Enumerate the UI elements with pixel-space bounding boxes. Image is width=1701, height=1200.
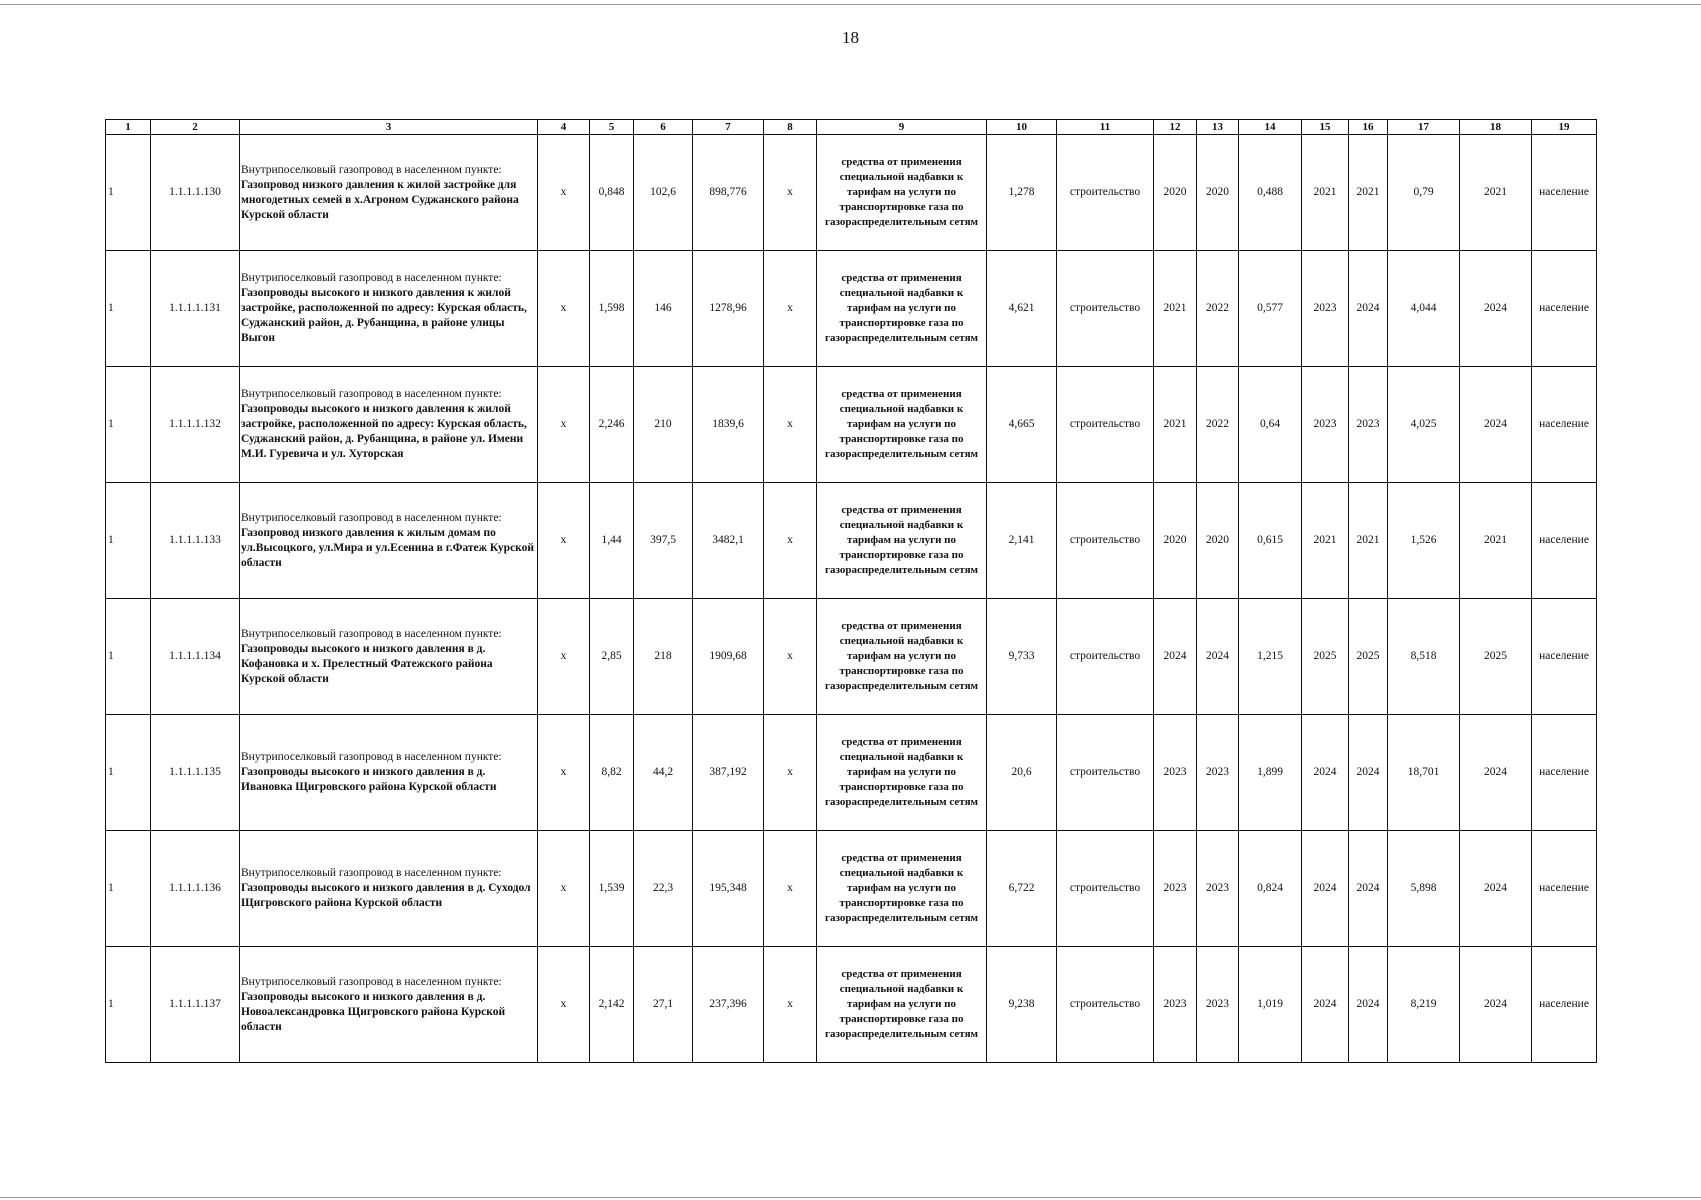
object-description-cell [240, 135, 538, 251]
col16-cell: 2024 [1349, 715, 1388, 831]
col8-cell: x [764, 483, 817, 599]
bottom-scan-edge [0, 1197, 1701, 1198]
funding-source-cell: средства от применения специальной надбавки к тарифам на услуги по транспортировке газа по газораспределительным сетям [817, 135, 987, 251]
col17-cell: 4,025 [1388, 367, 1460, 483]
col4-cell: x [538, 367, 590, 483]
col14-cell: 0,824 [1239, 831, 1302, 947]
object-description-cell [240, 483, 538, 599]
col4-cell: x [538, 251, 590, 367]
column-header-7: 7 [693, 120, 764, 135]
table-row [106, 483, 1597, 599]
column-header-14: 14 [1239, 120, 1302, 135]
object-description-body: Газопроводы высокого и низкого давления в д. Суходол Щигровского района Курской области [241, 882, 531, 909]
length-km-cell: 1,539 [590, 831, 634, 947]
funding-source-cell: средства от применения специальной надбавки к тарифам на услуги по транспортировке газа по газораспределительным сетям [817, 831, 987, 947]
table-row [106, 831, 1597, 947]
consumer-category-cell: население [1532, 947, 1597, 1063]
consumer-category-cell: население [1532, 251, 1597, 367]
col7-cell: 3482,1 [693, 483, 764, 599]
column-header-16: 16 [1349, 120, 1388, 135]
column-header-8: 8 [764, 120, 817, 135]
column-header-6: 6 [634, 120, 693, 135]
col10-cell: 2,141 [987, 483, 1057, 599]
object-description-cell [240, 947, 538, 1063]
object-description-head: Внутрипоселковый газопровод в населенном пункте: [241, 511, 502, 524]
col8-cell: x [764, 947, 817, 1063]
work-type-cell: строительство [1057, 251, 1154, 367]
completion-year-cell: 2021 [1460, 135, 1532, 251]
col6-cell: 218 [634, 599, 693, 715]
start-year-cell: 2020 [1154, 135, 1197, 251]
row-index-cell: 1 [106, 715, 151, 831]
table-body [106, 135, 1597, 1063]
col7-cell: 387,192 [693, 715, 764, 831]
col6-cell: 146 [634, 251, 693, 367]
column-header-5: 5 [590, 120, 634, 135]
col17-cell: 1,526 [1388, 483, 1460, 599]
column-header-11: 11 [1057, 120, 1154, 135]
column-header-9: 9 [817, 120, 987, 135]
row-index-cell: 1 [106, 831, 151, 947]
object-description-cell [240, 599, 538, 715]
object-code-cell: 1.1.1.1.130 [151, 135, 240, 251]
object-description-body: Газопроводы высокого и низкого давления к жилой застройке, расположенной по адресу: Курская область, Суджанский район, д. Рубанщина, в районе ул. Имени М.И. Гуревича и ул. Хуторская [241, 403, 527, 460]
object-description-head: Внутрипоселковый газопровод в населенном пункте: [241, 975, 502, 988]
end-year-cell: 2023 [1197, 715, 1239, 831]
funding-source-cell: средства от применения специальной надбавки к тарифам на услуги по транспортировке газа по газораспределительным сетям [817, 483, 987, 599]
col17-cell: 8,518 [1388, 599, 1460, 715]
col4-cell: x [538, 947, 590, 1063]
col15-cell: 2021 [1302, 483, 1349, 599]
funding-source-cell: средства от применения специальной надбавки к тарифам на услуги по транспортировке газа по газораспределительным сетям [817, 367, 987, 483]
document-table-wrap [105, 119, 1597, 1063]
col8-cell: x [764, 367, 817, 483]
column-header-4: 4 [538, 120, 590, 135]
top-scan-edge [0, 4, 1701, 5]
object-code-cell: 1.1.1.1.131 [151, 251, 240, 367]
start-year-cell: 2021 [1154, 251, 1197, 367]
col17-cell: 8,219 [1388, 947, 1460, 1063]
length-km-cell: 2,246 [590, 367, 634, 483]
col16-cell: 2021 [1349, 135, 1388, 251]
consumer-category-cell: население [1532, 715, 1597, 831]
object-description-cell [240, 831, 538, 947]
col8-cell: x [764, 599, 817, 715]
col17-cell: 4,044 [1388, 251, 1460, 367]
end-year-cell: 2023 [1197, 947, 1239, 1063]
col10-cell: 9,238 [987, 947, 1057, 1063]
page-number: 18 [842, 28, 859, 47]
object-code-cell: 1.1.1.1.134 [151, 599, 240, 715]
object-description-cell [240, 715, 538, 831]
col7-cell: 195,348 [693, 831, 764, 947]
object-description-body: Газопровод низкого давления к жилым домам по ул.Высоцкого, ул.Мира и ул.Есенина в г.Фатеж Курской области [241, 526, 535, 569]
object-description-body: Газопроводы высокого и низкого давления в д. Новоалександровка Щигровского района Курской области [241, 990, 506, 1033]
consumer-category-cell: население [1532, 831, 1597, 947]
col6-cell: 22,3 [634, 831, 693, 947]
col4-cell: x [538, 715, 590, 831]
column-header-3: 3 [240, 120, 538, 135]
row-index-cell: 1 [106, 947, 151, 1063]
object-description-head: Внутрипоселковый газопровод в населенном пункте: [241, 272, 502, 284]
row-index-cell: 1 [106, 599, 151, 715]
column-header-19: 19 [1532, 120, 1597, 135]
col4-cell: x [538, 483, 590, 599]
work-type-cell: строительство [1057, 483, 1154, 599]
col6-cell: 210 [634, 367, 693, 483]
col14-cell: 1,019 [1239, 947, 1302, 1063]
object-description-body: Газопроводы высокого и низкого давления к жилой застройке, расположенной по адресу: Курская область, Суджанский район, д. Рубанщина, в районе улицы Выгон [241, 287, 527, 344]
row-index-cell: 1 [106, 483, 151, 599]
start-year-cell: 2021 [1154, 367, 1197, 483]
consumer-category-cell: население [1532, 367, 1597, 483]
completion-year-cell: 2025 [1460, 599, 1532, 715]
row-index-cell: 1 [106, 135, 151, 251]
column-header-17: 17 [1388, 120, 1460, 135]
funding-source-cell: средства от применения специальной надбавки к тарифам на услуги по транспортировке газа по газораспределительным сетям [817, 251, 987, 367]
col6-cell: 102,6 [634, 135, 693, 251]
object-code-cell: 1.1.1.1.137 [151, 947, 240, 1063]
object-description-head: Внутрипоселковый газопровод в населенном пункте: [241, 867, 502, 879]
col10-cell: 6,722 [987, 831, 1057, 947]
funding-source-cell: средства от применения специальной надбавки к тарифам на услуги по транспортировке газа по газораспределительным сетям [817, 715, 987, 831]
column-header-18: 18 [1460, 120, 1532, 135]
column-header-2: 2 [151, 120, 240, 135]
work-type-cell: строительство [1057, 715, 1154, 831]
object-description-body: Газопровод низкого давления к жилой застройке для многодетных семей в х.Агроном Суджанского района Курской области [241, 178, 519, 221]
col4-cell: x [538, 831, 590, 947]
col16-cell: 2023 [1349, 367, 1388, 483]
col15-cell: 2024 [1302, 831, 1349, 947]
table-row [106, 715, 1597, 831]
col10-cell: 9,733 [987, 599, 1057, 715]
col8-cell: x [764, 715, 817, 831]
col14-cell: 0,615 [1239, 483, 1302, 599]
col15-cell: 2024 [1302, 715, 1349, 831]
row-index-cell: 1 [106, 251, 151, 367]
object-code-cell: 1.1.1.1.133 [151, 483, 240, 599]
table-row [106, 947, 1597, 1063]
col14-cell: 0,577 [1239, 251, 1302, 367]
length-km-cell: 2,85 [590, 599, 634, 715]
object-code-cell: 1.1.1.1.135 [151, 715, 240, 831]
col8-cell: x [764, 831, 817, 947]
object-description-cell [240, 251, 538, 367]
consumer-category-cell: население [1532, 483, 1597, 599]
col16-cell: 2025 [1349, 599, 1388, 715]
work-type-cell: строительство [1057, 135, 1154, 251]
col16-cell: 2024 [1349, 947, 1388, 1063]
table-row [106, 367, 1597, 483]
col15-cell: 2021 [1302, 135, 1349, 251]
funding-source-cell: средства от применения специальной надбавки к тарифам на услуги по транспортировке газа по газораспределительным сетям [817, 599, 987, 715]
start-year-cell: 2023 [1154, 715, 1197, 831]
end-year-cell: 2020 [1197, 135, 1239, 251]
col10-cell: 4,621 [987, 251, 1057, 367]
col7-cell: 1278,96 [693, 251, 764, 367]
completion-year-cell: 2024 [1460, 367, 1532, 483]
length-km-cell: 8,82 [590, 715, 634, 831]
funding-source-cell: средства от применения специальной надбавки к тарифам на услуги по транспортировке газа по газораспределительным сетям [817, 947, 987, 1063]
col10-cell: 1,278 [987, 135, 1057, 251]
col15-cell: 2023 [1302, 251, 1349, 367]
column-number-row [106, 120, 1597, 135]
object-description-head: Внутрипоселковый газопровод в населенном пункте: [241, 388, 502, 400]
end-year-cell: 2022 [1197, 251, 1239, 367]
col7-cell: 1909,68 [693, 599, 764, 715]
col8-cell: x [764, 135, 817, 251]
row-index-cell: 1 [106, 367, 151, 483]
col16-cell: 2024 [1349, 251, 1388, 367]
end-year-cell: 2020 [1197, 483, 1239, 599]
work-type-cell: строительство [1057, 831, 1154, 947]
completion-year-cell: 2024 [1460, 715, 1532, 831]
start-year-cell: 2024 [1154, 599, 1197, 715]
col17-cell: 5,898 [1388, 831, 1460, 947]
length-km-cell: 2,142 [590, 947, 634, 1063]
completion-year-cell: 2024 [1460, 947, 1532, 1063]
col6-cell: 44,2 [634, 715, 693, 831]
col10-cell: 20,6 [987, 715, 1057, 831]
length-km-cell: 1,598 [590, 251, 634, 367]
object-description-body: Газопроводы высокого и низкого давления в д. Ивановка Щигровского района Курской области [241, 766, 497, 793]
col17-cell: 18,701 [1388, 715, 1460, 831]
consumer-category-cell: население [1532, 135, 1597, 251]
end-year-cell: 2022 [1197, 367, 1239, 483]
col7-cell: 898,776 [693, 135, 764, 251]
completion-year-cell: 2024 [1460, 831, 1532, 947]
col15-cell: 2024 [1302, 947, 1349, 1063]
table-row [106, 251, 1597, 367]
column-header-10: 10 [987, 120, 1057, 135]
col14-cell: 0,64 [1239, 367, 1302, 483]
col6-cell: 397,5 [634, 483, 693, 599]
column-header-13: 13 [1197, 120, 1239, 135]
consumer-category-cell: население [1532, 599, 1597, 715]
col14-cell: 1,215 [1239, 599, 1302, 715]
object-code-cell: 1.1.1.1.132 [151, 367, 240, 483]
col17-cell: 0,79 [1388, 135, 1460, 251]
col15-cell: 2023 [1302, 367, 1349, 483]
table-row [106, 599, 1597, 715]
object-description-head: Внутрипоселковый газопровод в населенном пункте: [241, 163, 502, 176]
col4-cell: x [538, 599, 590, 715]
col10-cell: 4,665 [987, 367, 1057, 483]
object-description-body: Газопроводы высокого и низкого давления в д. Кофановка и х. Прелестный Фатежского района Курской области [241, 642, 493, 685]
table-row [106, 135, 1597, 251]
object-description-head: Внутрипоселковый газопровод в населенном пункте: [241, 751, 502, 763]
col6-cell: 27,1 [634, 947, 693, 1063]
column-header-1: 1 [106, 120, 151, 135]
length-km-cell: 1,44 [590, 483, 634, 599]
column-header-15: 15 [1302, 120, 1349, 135]
col16-cell: 2024 [1349, 831, 1388, 947]
col16-cell: 2021 [1349, 483, 1388, 599]
completion-year-cell: 2021 [1460, 483, 1532, 599]
col14-cell: 0,488 [1239, 135, 1302, 251]
end-year-cell: 2023 [1197, 831, 1239, 947]
object-code-cell: 1.1.1.1.136 [151, 831, 240, 947]
completion-year-cell: 2024 [1460, 251, 1532, 367]
work-type-cell: строительство [1057, 367, 1154, 483]
length-km-cell: 0,848 [590, 135, 634, 251]
end-year-cell: 2024 [1197, 599, 1239, 715]
col4-cell: x [538, 135, 590, 251]
col7-cell: 1839,6 [693, 367, 764, 483]
col15-cell: 2025 [1302, 599, 1349, 715]
col14-cell: 1,899 [1239, 715, 1302, 831]
work-type-cell: строительство [1057, 947, 1154, 1063]
object-description-cell [240, 367, 538, 483]
work-type-cell: строительство [1057, 599, 1154, 715]
gas-pipeline-table [105, 119, 1597, 1063]
start-year-cell: 2023 [1154, 831, 1197, 947]
object-description-head: Внутрипоселковый газопровод в населенном пункте: [241, 627, 502, 640]
col7-cell: 237,396 [693, 947, 764, 1063]
col8-cell: x [764, 251, 817, 367]
column-header-12: 12 [1154, 120, 1197, 135]
start-year-cell: 2020 [1154, 483, 1197, 599]
start-year-cell: 2023 [1154, 947, 1197, 1063]
